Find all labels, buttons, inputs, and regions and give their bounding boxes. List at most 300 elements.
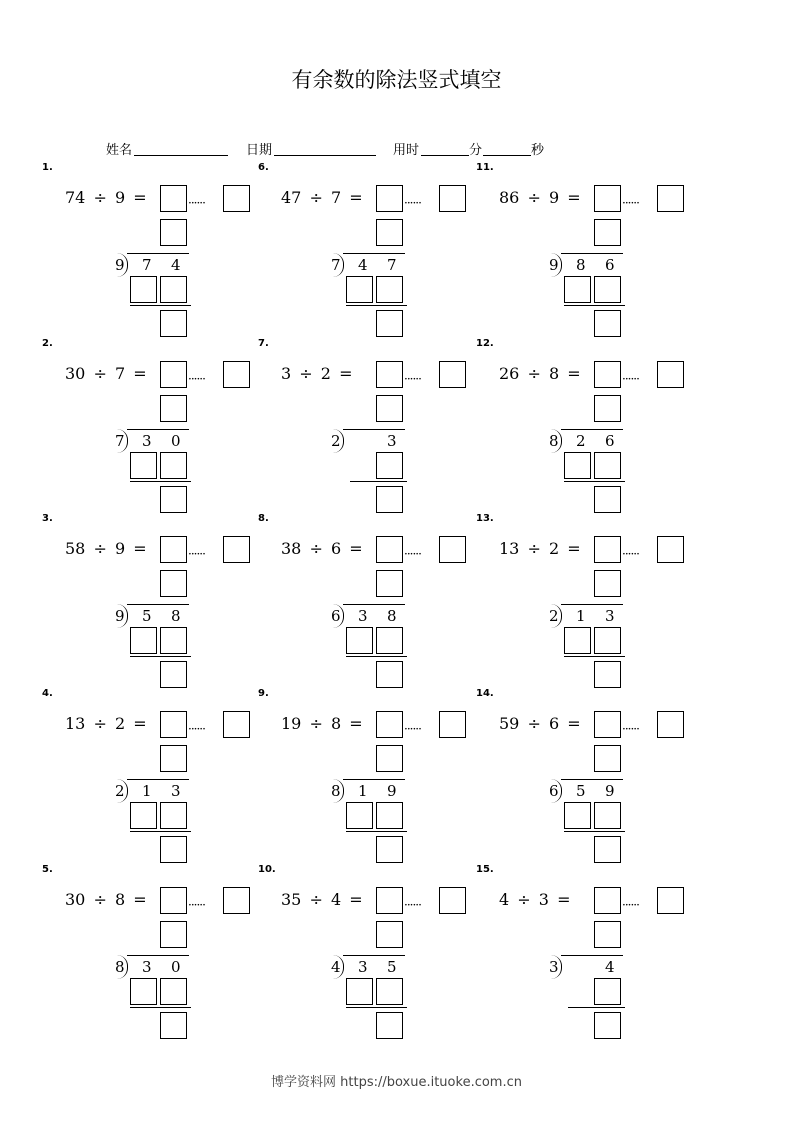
division-bracket: [117, 604, 128, 628]
dividend: 58: [65, 539, 86, 558]
divide-sign: ÷: [309, 539, 323, 558]
equals-sign: =: [133, 364, 147, 383]
date-label: 日期: [246, 143, 273, 158]
product-tens-box[interactable]: [564, 452, 591, 479]
remainder-result-box[interactable]: [160, 310, 187, 337]
problem-number: 5.: [42, 864, 53, 875]
remainder-dots: ······: [622, 547, 639, 561]
vertical-quotient-box[interactable]: [376, 395, 403, 422]
second-label: 秒: [531, 143, 545, 158]
subtraction-line: [130, 656, 191, 657]
remainder-box[interactable]: [439, 536, 466, 563]
equals-sign: =: [349, 714, 363, 733]
dividend-tens-digit: 3: [358, 607, 368, 625]
division-vinculum: [127, 429, 189, 430]
quotient-box[interactable]: [376, 185, 403, 212]
divide-sign: ÷: [309, 714, 323, 733]
divisor: 8: [114, 890, 126, 909]
divisor: 7: [330, 188, 342, 207]
remainder-dots: ······: [404, 372, 421, 386]
subtraction-line: [346, 831, 407, 832]
divisor: 4: [330, 890, 342, 909]
remainder-result-box[interactable]: [160, 661, 187, 688]
dividend-ones-digit: 4: [605, 958, 615, 976]
division-vinculum: [127, 779, 189, 780]
problem-7: [258, 338, 498, 516]
subtraction-line: [568, 1007, 625, 1008]
division-vinculum: [343, 253, 405, 254]
dividend-tens-digit: 3: [142, 432, 152, 450]
problem-number: 11.: [476, 162, 494, 173]
product-tens-box[interactable]: [130, 276, 157, 303]
divide-sign: ÷: [527, 364, 541, 383]
subtraction-line: [130, 831, 191, 832]
dividend-ones-digit: 9: [387, 782, 397, 800]
product-tens-box[interactable]: [346, 978, 373, 1005]
vertical-quotient-box[interactable]: [594, 921, 621, 948]
subtraction-line: [130, 481, 191, 482]
vertical-quotient-box[interactable]: [594, 745, 621, 772]
vertical-divisor: 9: [115, 256, 125, 274]
remainder-box[interactable]: [657, 887, 684, 914]
problem-5: [42, 864, 282, 1042]
division-vinculum: [127, 955, 189, 956]
vertical-quotient-box[interactable]: [160, 570, 187, 597]
product-tens-box[interactable]: [130, 627, 157, 654]
dividend: 59: [499, 714, 520, 733]
division-vinculum: [343, 604, 405, 605]
remainder-box[interactable]: [223, 711, 250, 738]
vertical-quotient-box[interactable]: [376, 219, 403, 246]
remainder-result-box[interactable]: [594, 661, 621, 688]
problem-9: [258, 688, 498, 866]
dividend-tens-digit: 7: [142, 256, 152, 274]
dividend-ones-digit: 8: [171, 607, 181, 625]
minutes-field[interactable]: [421, 155, 469, 156]
divisor: 2: [114, 714, 126, 733]
subtraction-line: [564, 831, 625, 832]
dividend: 86: [499, 188, 520, 207]
equals-sign: =: [567, 364, 581, 383]
divisor: 2: [548, 539, 560, 558]
dividend-ones-digit: 0: [171, 432, 181, 450]
remainder-result-box[interactable]: [160, 1012, 187, 1039]
divisor: 8: [548, 364, 560, 383]
dividend: 26: [499, 364, 520, 383]
division-bracket: [117, 779, 128, 803]
divide-sign: ÷: [309, 188, 323, 207]
equation: [499, 714, 581, 733]
vertical-divisor: 9: [115, 607, 125, 625]
divisor: 9: [114, 539, 126, 558]
remainder-dots: ······: [404, 547, 421, 561]
divisor: 6: [330, 539, 342, 558]
product-tens-box[interactable]: [130, 802, 157, 829]
vertical-divisor: 8: [115, 958, 125, 976]
dividend: 13: [499, 539, 520, 558]
division-vinculum: [561, 253, 623, 254]
remainder-result-box[interactable]: [594, 310, 621, 337]
quotient-box[interactable]: [376, 711, 403, 738]
product-ones-box[interactable]: [376, 802, 403, 829]
subtraction-line: [346, 305, 407, 306]
dividend: 74: [65, 188, 86, 207]
vertical-divisor: 2: [549, 607, 559, 625]
vertical-divisor: 9: [549, 256, 559, 274]
dividend-tens-digit: 1: [142, 782, 152, 800]
divide-sign: ÷: [93, 364, 107, 383]
division-vinculum: [561, 955, 623, 956]
problem-8: [258, 513, 498, 691]
remainder-dots: ······: [622, 196, 639, 210]
equation: [281, 890, 363, 909]
equation: [499, 539, 581, 558]
quotient-box[interactable]: [376, 536, 403, 563]
problem-12: [476, 338, 716, 516]
product-ones-box[interactable]: [376, 276, 403, 303]
problem-number: 12.: [476, 338, 494, 349]
dividend: 4: [499, 890, 510, 909]
quotient-box[interactable]: [160, 361, 187, 388]
remainder-result-box[interactable]: [594, 486, 621, 513]
subtraction-line: [130, 305, 191, 306]
product-ones-box[interactable]: [160, 802, 187, 829]
division-bracket: [333, 253, 344, 277]
product-ones-box[interactable]: [594, 452, 621, 479]
problem-2: [42, 338, 282, 516]
product-ones-box[interactable]: [160, 978, 187, 1005]
dividend: 19: [281, 714, 302, 733]
vertical-divisor: 3: [549, 958, 559, 976]
equals-sign: =: [349, 188, 363, 207]
product-tens-box[interactable]: [346, 802, 373, 829]
equals-sign: =: [567, 714, 581, 733]
remainder-result-box[interactable]: [594, 836, 621, 863]
product-tens-box[interactable]: [346, 627, 373, 654]
vertical-divisor: 7: [115, 432, 125, 450]
dividend-tens-digit: 1: [358, 782, 368, 800]
quotient-box[interactable]: [594, 536, 621, 563]
problem-13: [476, 513, 716, 691]
equals-sign: =: [133, 539, 147, 558]
product-tens-box[interactable]: [564, 627, 591, 654]
division-bracket: [333, 429, 344, 453]
dividend: 13: [65, 714, 86, 733]
quotient-box[interactable]: [594, 185, 621, 212]
divide-sign: ÷: [527, 714, 541, 733]
subtraction-line: [346, 656, 407, 657]
vertical-divisor: 8: [331, 782, 341, 800]
equation: [499, 364, 581, 383]
dividend: 3: [281, 364, 292, 383]
product-tens-box[interactable]: [346, 276, 373, 303]
division-bracket: [551, 779, 562, 803]
dividend-ones-digit: 8: [387, 607, 397, 625]
remainder-result-box[interactable]: [376, 836, 403, 863]
divide-sign: ÷: [93, 539, 107, 558]
problem-number: 7.: [258, 338, 269, 349]
vertical-quotient-box[interactable]: [594, 395, 621, 422]
footer-watermark: 博学资料网 https://boxue.ituoke.com.cn: [271, 1075, 522, 1090]
remainder-box[interactable]: [223, 185, 250, 212]
name-label: 姓名: [106, 143, 133, 158]
divide-sign: ÷: [93, 890, 107, 909]
remainder-dots: ······: [188, 722, 205, 736]
equals-sign: =: [133, 714, 147, 733]
vertical-quotient-box[interactable]: [160, 395, 187, 422]
equation: [65, 364, 147, 383]
minute-label: 分: [469, 143, 483, 158]
product-ones-box[interactable]: [160, 627, 187, 654]
remainder-result-box[interactable]: [160, 486, 187, 513]
product-ones-box[interactable]: [376, 452, 403, 479]
page-title: 有余数的除法竖式填空: [291, 68, 502, 92]
equals-sign: =: [133, 890, 147, 909]
problem-number: 15.: [476, 864, 494, 875]
remainder-dots: ······: [622, 898, 639, 912]
product-tens-box[interactable]: [130, 978, 157, 1005]
remainder-result-box[interactable]: [376, 1012, 403, 1039]
dividend-tens-digit: 3: [358, 958, 368, 976]
dividend-ones-digit: 5: [387, 958, 397, 976]
division-bracket: [117, 253, 128, 277]
product-tens-box[interactable]: [564, 276, 591, 303]
quotient-box[interactable]: [160, 185, 187, 212]
remainder-box[interactable]: [657, 536, 684, 563]
equation: [281, 364, 352, 383]
remainder-dots: ······: [188, 898, 205, 912]
division-bracket: [117, 955, 128, 979]
dividend-ones-digit: 9: [605, 782, 615, 800]
problem-14: [476, 688, 716, 866]
divisor: 9: [114, 188, 126, 207]
product-tens-box[interactable]: [130, 452, 157, 479]
dividend-ones-digit: 0: [171, 958, 181, 976]
product-ones-box[interactable]: [160, 452, 187, 479]
divisor: 6: [548, 714, 560, 733]
dividend-tens-digit: 5: [576, 782, 586, 800]
equals-sign: =: [349, 890, 363, 909]
product-ones-box[interactable]: [376, 978, 403, 1005]
seconds-field[interactable]: [483, 155, 531, 156]
vertical-divisor: 6: [331, 607, 341, 625]
divide-sign: ÷: [93, 188, 107, 207]
dividend-tens-digit: 5: [142, 607, 152, 625]
equals-sign: =: [339, 364, 353, 383]
divisor: 8: [330, 714, 342, 733]
problem-number: 9.: [258, 688, 269, 699]
division-bracket: [551, 604, 562, 628]
quotient-box[interactable]: [594, 887, 621, 914]
subtraction-line: [564, 656, 625, 657]
problem-4: [42, 688, 282, 866]
division-bracket: [117, 429, 128, 453]
time-label: 用时: [393, 143, 420, 158]
division-bracket: [333, 955, 344, 979]
product-ones-box[interactable]: [594, 802, 621, 829]
division-vinculum: [561, 779, 623, 780]
remainder-dots: ······: [188, 196, 205, 210]
remainder-box[interactable]: [439, 887, 466, 914]
subtraction-line: [564, 481, 625, 482]
product-ones-box[interactable]: [160, 276, 187, 303]
subtraction-line: [346, 1007, 407, 1008]
dividend-ones-digit: 3: [605, 607, 615, 625]
divisor: 3: [538, 890, 549, 909]
dividend-tens-digit: 1: [576, 607, 586, 625]
equation: [281, 714, 363, 733]
equation: [499, 890, 570, 909]
dividend-tens-digit: 2: [576, 432, 586, 450]
quotient-box[interactable]: [376, 887, 403, 914]
remainder-dots: ······: [622, 722, 639, 736]
dividend-ones-digit: 4: [171, 256, 181, 274]
division-vinculum: [343, 429, 405, 430]
quotient-box[interactable]: [160, 536, 187, 563]
remainder-dots: ······: [404, 196, 421, 210]
subtraction-line: [350, 481, 407, 482]
vertical-quotient-box[interactable]: [376, 745, 403, 772]
dividend-tens-digit: 4: [358, 256, 368, 274]
divisor: 9: [548, 188, 560, 207]
remainder-box[interactable]: [223, 536, 250, 563]
problem-number: 3.: [42, 513, 53, 524]
quotient-box[interactable]: [594, 711, 621, 738]
quotient-box[interactable]: [594, 361, 621, 388]
product-ones-box[interactable]: [594, 978, 621, 1005]
remainder-dots: ······: [188, 547, 205, 561]
equals-sign: =: [349, 539, 363, 558]
divide-sign: ÷: [309, 890, 323, 909]
remainder-result-box[interactable]: [376, 486, 403, 513]
remainder-box[interactable]: [223, 361, 250, 388]
vertical-divisor: 7: [331, 256, 341, 274]
division-bracket: [551, 253, 562, 277]
problem-number: 13.: [476, 513, 494, 524]
problem-1: [42, 162, 282, 340]
vertical-quotient-box[interactable]: [594, 570, 621, 597]
problem-11: [476, 162, 716, 340]
dividend: 35: [281, 890, 302, 909]
division-vinculum: [127, 253, 189, 254]
problem-15: [476, 864, 716, 1042]
vertical-divisor: 6: [549, 782, 559, 800]
dividend: 38: [281, 539, 302, 558]
equation: [499, 188, 581, 207]
division-vinculum: [343, 955, 405, 956]
dividend-ones-digit: 6: [605, 256, 615, 274]
remainder-dots: ······: [622, 372, 639, 386]
product-ones-box[interactable]: [594, 276, 621, 303]
problem-number: 4.: [42, 688, 53, 699]
dividend-ones-digit: 6: [605, 432, 615, 450]
vertical-divisor: 2: [331, 432, 341, 450]
subtraction-line: [564, 305, 625, 306]
remainder-dots: ······: [188, 372, 205, 386]
vertical-divisor: 2: [115, 782, 125, 800]
vertical-quotient-box[interactable]: [160, 745, 187, 772]
problem-number: 8.: [258, 513, 269, 524]
problem-number: 6.: [258, 162, 269, 173]
problem-6: [258, 162, 498, 340]
division-vinculum: [561, 604, 623, 605]
problem-number: 2.: [42, 338, 53, 349]
equals-sign: =: [557, 890, 571, 909]
divisor: 7: [114, 364, 126, 383]
division-bracket: [333, 604, 344, 628]
vertical-quotient-box[interactable]: [160, 219, 187, 246]
date-field[interactable]: [274, 155, 376, 156]
remainder-result-box[interactable]: [160, 836, 187, 863]
equation: [65, 890, 147, 909]
problem-number: 10.: [258, 864, 276, 875]
divide-sign: ÷: [527, 539, 541, 558]
remainder-dots: ······: [404, 722, 421, 736]
remainder-result-box[interactable]: [376, 310, 403, 337]
remainder-dots: ······: [404, 898, 421, 912]
remainder-box[interactable]: [223, 887, 250, 914]
division-bracket: [551, 955, 562, 979]
dividend-tens-digit: 3: [142, 958, 152, 976]
vertical-quotient-box[interactable]: [376, 570, 403, 597]
name-field[interactable]: [134, 155, 228, 156]
remainder-box[interactable]: [439, 711, 466, 738]
equals-sign: =: [567, 539, 581, 558]
remainder-box[interactable]: [657, 361, 684, 388]
division-vinculum: [561, 429, 623, 430]
equation: [281, 188, 363, 207]
vertical-quotient-box[interactable]: [376, 921, 403, 948]
division-bracket: [333, 779, 344, 803]
remainder-result-box[interactable]: [376, 661, 403, 688]
problem-3: [42, 513, 282, 691]
vertical-divisor: 8: [549, 432, 559, 450]
equation: [281, 539, 363, 558]
division-vinculum: [343, 779, 405, 780]
problem-10: [258, 864, 498, 1042]
quotient-box[interactable]: [376, 361, 403, 388]
remainder-box[interactable]: [439, 361, 466, 388]
dividend: 47: [281, 188, 302, 207]
divide-sign: ÷: [93, 714, 107, 733]
product-ones-box[interactable]: [594, 627, 621, 654]
divide-sign: ÷: [527, 188, 541, 207]
equation: [65, 714, 147, 733]
remainder-box[interactable]: [657, 185, 684, 212]
equals-sign: =: [567, 188, 581, 207]
product-tens-box[interactable]: [564, 802, 591, 829]
product-ones-box[interactable]: [376, 627, 403, 654]
dividend: 30: [65, 364, 86, 383]
vertical-divisor: 4: [331, 958, 341, 976]
remainder-box[interactable]: [657, 711, 684, 738]
vertical-quotient-box[interactable]: [160, 921, 187, 948]
quotient-box[interactable]: [160, 887, 187, 914]
divisor: 2: [320, 364, 331, 383]
dividend-ones-digit: 7: [387, 256, 397, 274]
vertical-quotient-box[interactable]: [594, 219, 621, 246]
dividend-ones-digit: 3: [387, 432, 397, 450]
dividend: 30: [65, 890, 86, 909]
subtraction-line: [130, 1007, 191, 1008]
equals-sign: =: [133, 188, 147, 207]
divide-sign: ÷: [299, 364, 313, 383]
division-vinculum: [127, 604, 189, 605]
remainder-box[interactable]: [439, 185, 466, 212]
remainder-result-box[interactable]: [594, 1012, 621, 1039]
equation: [65, 539, 147, 558]
quotient-box[interactable]: [160, 711, 187, 738]
